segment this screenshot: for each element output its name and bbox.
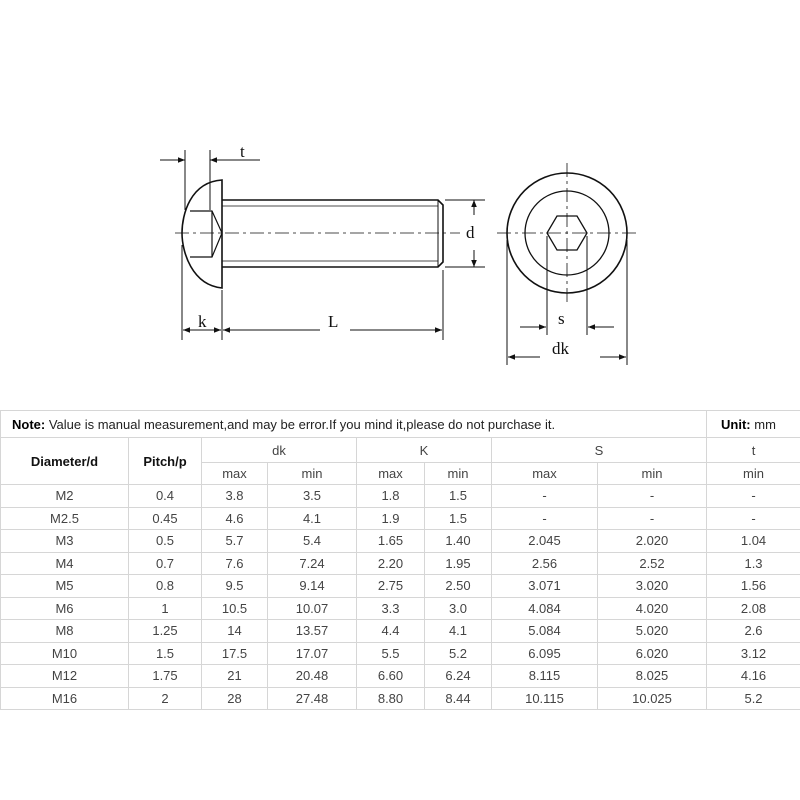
cell-diameter: M5 <box>1 575 129 598</box>
cell-t-min: 2.08 <box>707 597 800 620</box>
cell-s-max: 8.115 <box>492 665 598 688</box>
cell-dk-max: 9.5 <box>202 575 268 598</box>
cell-diameter: M3 <box>1 530 129 553</box>
cell-t-min: 4.16 <box>707 665 800 688</box>
note-label: Note: <box>12 416 46 432</box>
cell-dk-min: 10.07 <box>268 597 357 620</box>
table-row <box>1 687 800 710</box>
note-cell <box>1 411 707 438</box>
table-row <box>1 507 800 530</box>
cell-k-max: 4.4 <box>357 620 425 643</box>
cell-pitch: 1.25 <box>129 620 202 643</box>
cell-k-max: 3.3 <box>357 597 425 620</box>
cell-dk-min: 5.4 <box>268 530 357 553</box>
cell-pitch: 1 <box>129 597 202 620</box>
note-row <box>1 411 800 438</box>
cell-k-max: 2.75 <box>357 575 425 598</box>
cell-s-min: 8.025 <box>598 665 707 688</box>
header-s: S <box>492 438 707 463</box>
cell-pitch: 1.5 <box>129 642 202 665</box>
cell-dk-max: 10.5 <box>202 597 268 620</box>
cell-s-min: 2.52 <box>598 552 707 575</box>
cell-k-max: 1.65 <box>357 530 425 553</box>
cell-pitch: 2 <box>129 687 202 710</box>
cell-dk-max: 28 <box>202 687 268 710</box>
cell-s-min: 3.020 <box>598 575 707 598</box>
cell-s-max: 10.115 <box>492 687 598 710</box>
label-k: k <box>198 312 207 331</box>
cell-pitch: 0.5 <box>129 530 202 553</box>
header-dk: dk <box>202 438 357 463</box>
cell-dk-max: 7.6 <box>202 552 268 575</box>
table-row <box>1 485 800 508</box>
table-row <box>1 575 800 598</box>
cell-k-min: 4.1 <box>425 620 492 643</box>
cell-diameter: M6 <box>1 597 129 620</box>
header-dk-max: max <box>202 463 268 485</box>
cell-s-min: 4.020 <box>598 597 707 620</box>
header-t-min: min <box>707 463 800 485</box>
cell-pitch: 0.7 <box>129 552 202 575</box>
cell-s-min: 2.020 <box>598 530 707 553</box>
cell-k-max: 2.20 <box>357 552 425 575</box>
table-row <box>1 530 800 553</box>
header-dk-min: min <box>268 463 357 485</box>
cell-dk-min: 4.1 <box>268 507 357 530</box>
cell-k-min: 1.5 <box>425 485 492 508</box>
cell-diameter: M4 <box>1 552 129 575</box>
cell-pitch: 0.4 <box>129 485 202 508</box>
dimension-table <box>0 410 800 710</box>
cell-s-min: 5.020 <box>598 620 707 643</box>
cell-dk-min: 7.24 <box>268 552 357 575</box>
cell-s-min: - <box>598 485 707 508</box>
cell-dk-max: 5.7 <box>202 530 268 553</box>
cell-s-max: 2.045 <box>492 530 598 553</box>
cell-dk-max: 14 <box>202 620 268 643</box>
cell-dk-max: 4.6 <box>202 507 268 530</box>
cell-diameter: M10 <box>1 642 129 665</box>
cell-dk-max: 3.8 <box>202 485 268 508</box>
label-d: d <box>466 223 475 242</box>
cell-t-min: 1.3 <box>707 552 800 575</box>
cell-k-min: 1.40 <box>425 530 492 553</box>
cell-s-min: 10.025 <box>598 687 707 710</box>
cell-k-max: 1.9 <box>357 507 425 530</box>
cell-dk-max: 21 <box>202 665 268 688</box>
screw-head <box>182 180 222 288</box>
cell-t-min: 2.6 <box>707 620 800 643</box>
header-diameter: Diameter/d <box>1 438 129 485</box>
cell-diameter: M2 <box>1 485 129 508</box>
cell-k-min: 8.44 <box>425 687 492 710</box>
cell-t-min: 3.12 <box>707 642 800 665</box>
cell-diameter: M8 <box>1 620 129 643</box>
cell-k-min: 5.2 <box>425 642 492 665</box>
label-t: t <box>240 142 245 161</box>
cell-k-min: 2.50 <box>425 575 492 598</box>
cell-s-max: - <box>492 507 598 530</box>
table-row <box>1 620 800 643</box>
cell-t-min: - <box>707 507 800 530</box>
cell-diameter: M12 <box>1 665 129 688</box>
unit-cell <box>707 411 800 438</box>
header-k-min: min <box>425 463 492 485</box>
cell-k-min: 6.24 <box>425 665 492 688</box>
unit-label: Unit: <box>721 416 751 432</box>
cell-dk-min: 17.07 <box>268 642 357 665</box>
cell-s-max: - <box>492 485 598 508</box>
table-row <box>1 552 800 575</box>
header-s-min: min <box>598 463 707 485</box>
cell-t-min: - <box>707 485 800 508</box>
cell-s-min: - <box>598 507 707 530</box>
cell-diameter: M2.5 <box>1 507 129 530</box>
cell-dk-min: 20.48 <box>268 665 357 688</box>
side-dimensions <box>160 150 485 340</box>
label-dk: dk <box>552 339 569 358</box>
header-pitch: Pitch/p <box>129 438 202 485</box>
header-k-max: max <box>357 463 425 485</box>
screw-shank <box>222 200 443 267</box>
header-k: K <box>357 438 492 463</box>
top-view <box>497 163 637 303</box>
cell-diameter: M16 <box>1 687 129 710</box>
cell-k-max: 6.60 <box>357 665 425 688</box>
header-row-groups <box>1 438 800 463</box>
cell-k-min: 1.5 <box>425 507 492 530</box>
cell-s-max: 4.084 <box>492 597 598 620</box>
cell-t-min: 1.04 <box>707 530 800 553</box>
cell-s-max: 3.071 <box>492 575 598 598</box>
cell-dk-min: 3.5 <box>268 485 357 508</box>
cell-k-max: 8.80 <box>357 687 425 710</box>
cell-dk-min: 9.14 <box>268 575 357 598</box>
table-row <box>1 642 800 665</box>
side-view <box>175 180 460 288</box>
note-text: Value is manual measurement,and may be error.If you mind it,please do not purchase it. <box>45 416 556 432</box>
cell-t-min: 5.2 <box>707 687 800 710</box>
cell-dk-min: 27.48 <box>268 687 357 710</box>
cell-dk-min: 13.57 <box>268 620 357 643</box>
cell-dk-max: 17.5 <box>202 642 268 665</box>
table-row <box>1 665 800 688</box>
header-t: t <box>707 438 800 463</box>
cell-s-min: 6.020 <box>598 642 707 665</box>
label-s: s <box>558 309 565 328</box>
hex-socket-section <box>190 211 222 257</box>
header-s-max: max <box>492 463 598 485</box>
cell-pitch: 1.75 <box>129 665 202 688</box>
cell-k-max: 1.8 <box>357 485 425 508</box>
table-row <box>1 597 800 620</box>
cell-s-max: 6.095 <box>492 642 598 665</box>
cell-pitch: 0.8 <box>129 575 202 598</box>
cell-s-max: 2.56 <box>492 552 598 575</box>
cell-t-min: 1.56 <box>707 575 800 598</box>
cell-k-min: 1.95 <box>425 552 492 575</box>
cell-pitch: 0.45 <box>129 507 202 530</box>
cell-k-min: 3.0 <box>425 597 492 620</box>
cell-s-max: 5.084 <box>492 620 598 643</box>
unit-value: mm <box>750 416 776 432</box>
cell-k-max: 5.5 <box>357 642 425 665</box>
label-L: L <box>328 312 339 331</box>
